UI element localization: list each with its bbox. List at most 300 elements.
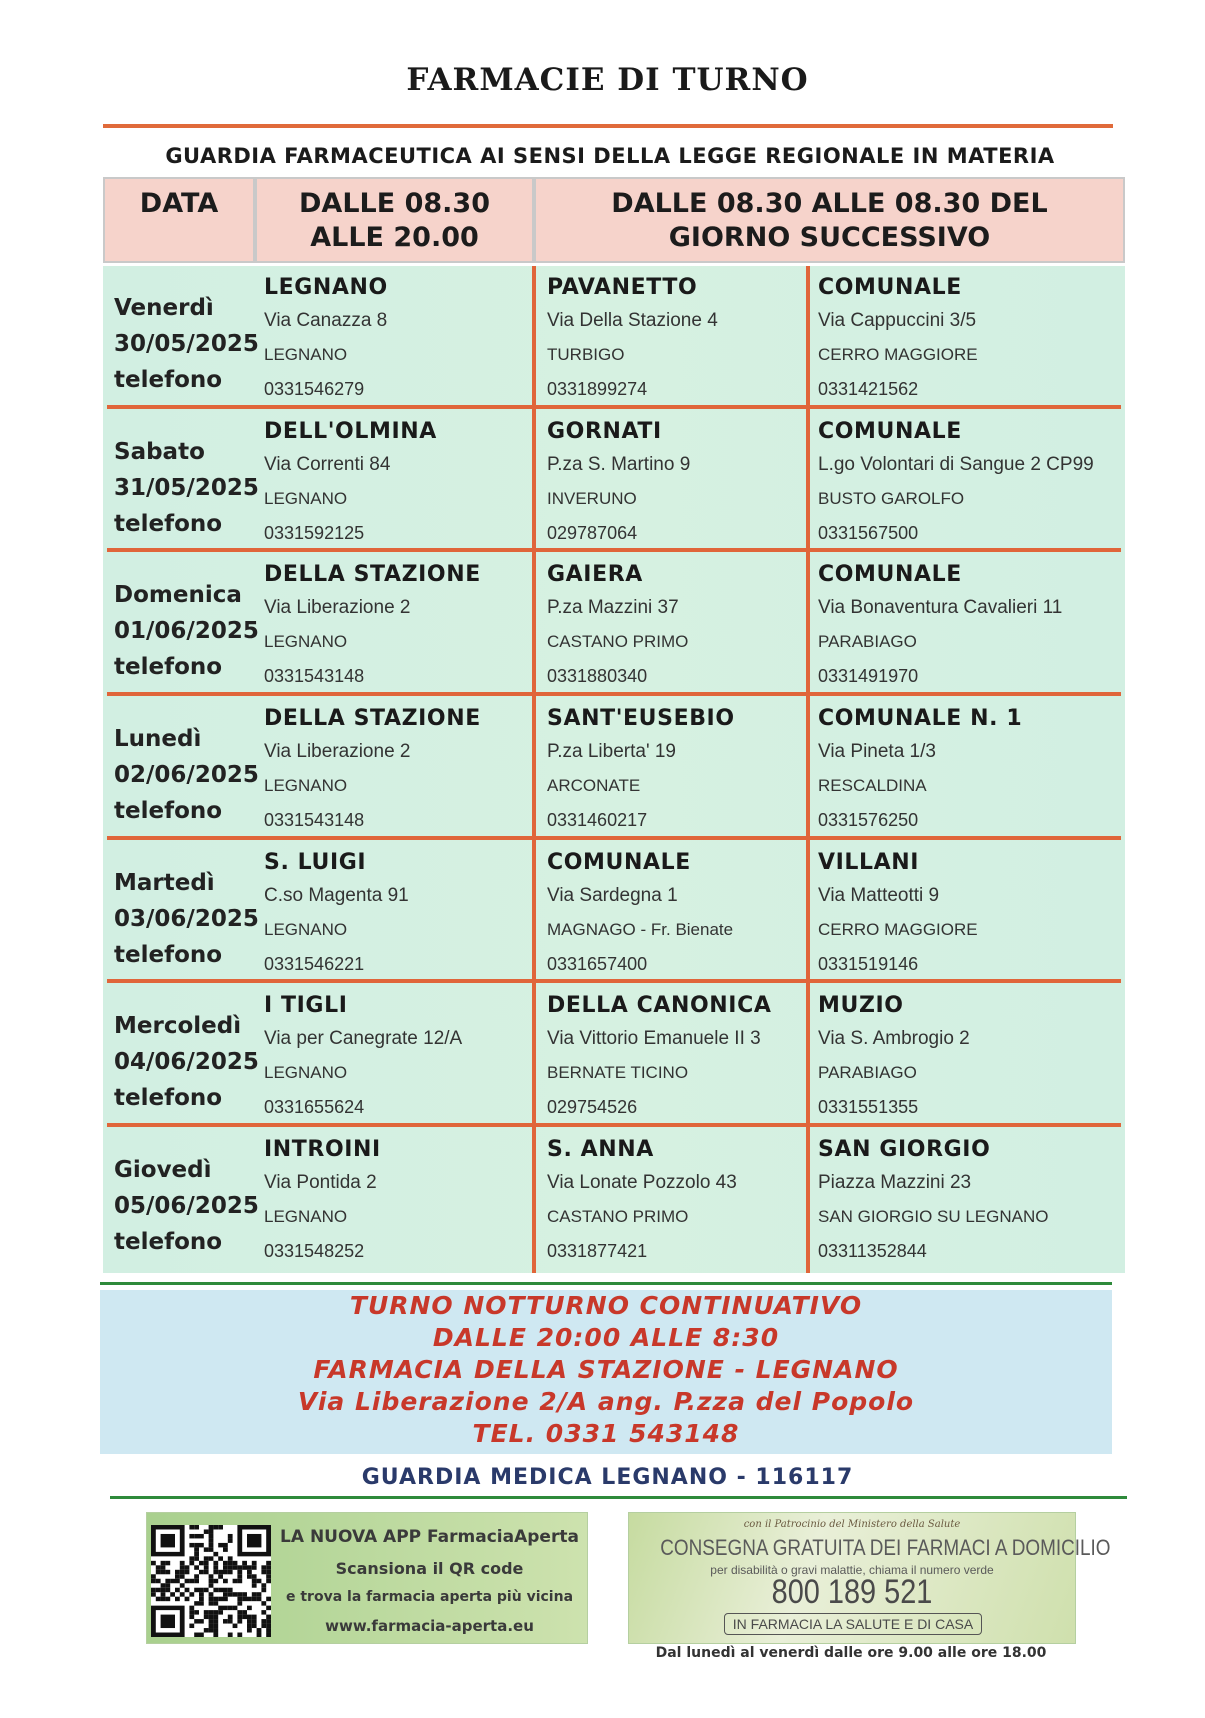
qr-module [218, 1574, 223, 1578]
pharmacy-phone[interactable]: 0331576250 [818, 810, 919, 830]
qr-module [194, 1588, 199, 1592]
qr-module [151, 1579, 156, 1583]
qr-module [247, 1597, 252, 1601]
qr-module [175, 1574, 180, 1578]
delivery-hours: Dal lunedì al venerdì dalle ore 9.00 alle ore 18.00 [655, 1645, 1047, 1661]
qr-module [213, 1525, 218, 1529]
pharmacy-city: LEGNANO [264, 776, 348, 795]
qr-module [257, 1592, 262, 1596]
pharmacy-phone[interactable]: 0331421562 [818, 379, 919, 399]
qr-module [161, 1561, 166, 1565]
day-cell [114, 1152, 259, 1260]
qr-module [194, 1534, 199, 1538]
qr-module [261, 1588, 266, 1592]
header-day-shift-line2: ALLE 20.00 [310, 222, 479, 253]
delivery-headline: CONSEGNA GRATUITA DEI FARMACI A DOMICILIO [660, 1535, 1111, 1560]
pharmacy-city: TURBIGO [547, 345, 625, 364]
qr-module [185, 1588, 190, 1592]
qr-module [199, 1570, 204, 1574]
qr-module [252, 1583, 257, 1587]
pharmacy-city: CERRO MAGGIORE [818, 920, 978, 939]
qr-module [194, 1565, 199, 1569]
delivery-tagline: IN FARMACIA LA SALUTE E DI CASA [724, 1613, 982, 1635]
qr-module [189, 1543, 194, 1547]
qr-module [194, 1525, 199, 1529]
pharmacy-phone[interactable]: 0331880340 [547, 666, 648, 686]
qr-module [204, 1547, 209, 1551]
pharmacy-address: Via Bonaventura Cavalieri 11 [818, 597, 1063, 618]
pharmacy-phone[interactable]: 0331519146 [818, 954, 919, 974]
day-date: 04/06/2025 [114, 1049, 259, 1075]
qr-module [156, 1579, 161, 1583]
pharmacy-city: LEGNANO [264, 1063, 348, 1082]
qr-module [223, 1570, 228, 1574]
qr-module [257, 1597, 262, 1601]
pharmacy-city: MAGNAGO - Fr. Bienate [547, 920, 734, 939]
pharmacy-phone[interactable]: 0331592125 [264, 523, 365, 543]
app-banner-desc: e trova la farmacia aperta più vicina [285, 1589, 574, 1605]
pharmacy-name: PAVANETTO [547, 275, 698, 300]
pharmacy-cell [818, 416, 1094, 550]
qr-module [161, 1570, 166, 1574]
pharmacy-city: ARCONATE [547, 776, 641, 795]
pharmacy-name: COMUNALE [818, 419, 962, 444]
qr-module [266, 1606, 271, 1610]
pharmacy-name: VILLANI [818, 850, 920, 875]
qr-module [237, 1570, 242, 1574]
qr-module [161, 1588, 166, 1592]
qr-module [204, 1588, 209, 1592]
pharmacy-phone[interactable]: 0331877421 [547, 1241, 648, 1261]
qr-module [247, 1534, 261, 1547]
qr-module [242, 1561, 247, 1565]
phone-label: telefono [114, 942, 223, 968]
qr-module [228, 1538, 233, 1542]
qr-module [151, 1561, 156, 1565]
qr-module [228, 1565, 233, 1569]
pharmacy-phone[interactable]: 029787064 [547, 523, 638, 543]
day-date: 01/06/2025 [114, 618, 259, 644]
qr-module [233, 1579, 238, 1583]
qr-module [242, 1615, 247, 1619]
pharmacy-phone[interactable]: 0331546279 [264, 379, 365, 399]
pharmacy-address: P.za Liberta' 19 [547, 741, 676, 762]
day-cell [114, 434, 259, 542]
qr-module [228, 1615, 233, 1619]
qr-module [165, 1588, 170, 1592]
pharmacy-address: Via Matteotti 9 [818, 885, 940, 906]
qr-module [223, 1592, 228, 1596]
pharmacy-phone[interactable]: 0331548252 [264, 1241, 365, 1261]
pharmacy-cell [818, 559, 1088, 693]
pharmacy-phone[interactable]: 0331551355 [818, 1097, 919, 1117]
qr-module [199, 1592, 204, 1596]
pharmacy-phone[interactable]: 0331657400 [547, 954, 648, 974]
pharmacy-cell [547, 272, 817, 406]
day-date: 03/06/2025 [114, 906, 259, 932]
qr-module [237, 1574, 242, 1578]
pharmacy-phone[interactable]: 0331543148 [264, 666, 365, 686]
qr-module [180, 1570, 185, 1574]
qr-module [161, 1534, 175, 1547]
qr-module [209, 1619, 214, 1623]
pharmacy-name: GAIERA [547, 562, 643, 587]
pharmacy-cell [818, 272, 1088, 406]
pharmacy-city: PARABIAGO [818, 632, 917, 651]
qr-module [213, 1579, 218, 1583]
header-day-shift-line1: DALLE 08.30 [299, 188, 490, 219]
qr-module [228, 1561, 233, 1565]
delivery-patronage: con il Patrocinio del Ministero della Salute [743, 1519, 961, 1530]
day-date: 02/06/2025 [114, 762, 259, 788]
qr-module [189, 1534, 194, 1538]
qr-module [252, 1624, 257, 1628]
qr-module [165, 1597, 170, 1601]
qr-module [185, 1570, 190, 1574]
pharmacy-cell [818, 703, 1088, 837]
app-banner-title: LA NUOVA APP FarmaciaAperta [280, 1527, 579, 1547]
qr-module [156, 1597, 161, 1601]
pharmacy-name: I TIGLI [264, 993, 348, 1018]
pharmacy-name: SANT'EUSEBIO [547, 706, 735, 731]
day-cell [114, 1008, 259, 1116]
qr-module [266, 1574, 271, 1578]
qr-module [151, 1574, 156, 1578]
qr-module [252, 1565, 257, 1569]
day-name: Mercoledì [114, 1013, 242, 1039]
pharmacy-cell [264, 416, 534, 550]
pharmacy-address: Via Cappuccini 3/5 [818, 310, 977, 331]
delivery-phone-number[interactable]: 800 189 521 [771, 1573, 933, 1611]
qr-module [223, 1597, 228, 1601]
pharmacy-city: RESCALDINA [818, 776, 927, 795]
day-cell [114, 721, 259, 829]
qr-module [218, 1570, 223, 1574]
qr-module [242, 1592, 247, 1596]
qr-module [209, 1592, 214, 1596]
pharmacy-cell [818, 990, 1088, 1124]
qr-module [213, 1624, 218, 1628]
guardia-medica: GUARDIA MEDICA LEGNANO - 116117 [361, 1465, 854, 1490]
pharmacy-city: BUSTO GAROLFO [818, 489, 965, 508]
qr-module [204, 1610, 209, 1614]
pharmacy-city: LEGNANO [264, 345, 348, 364]
qr-module [252, 1561, 257, 1565]
pharmacy-phone[interactable]: 0331460217 [547, 810, 648, 830]
qr-module [223, 1565, 228, 1569]
qr-module [194, 1610, 199, 1614]
qr-module [261, 1610, 266, 1614]
qr-module [165, 1570, 170, 1574]
qr-module [237, 1619, 242, 1623]
pharmacy-address: Via Pontida 2 [264, 1172, 377, 1193]
qr-module [257, 1579, 262, 1583]
day-date: 31/05/2025 [114, 475, 259, 501]
qr-module [213, 1570, 218, 1574]
header-full-shift-line2: GIORNO SUCCESSIVO [668, 222, 991, 253]
qr-module [223, 1543, 228, 1547]
pharmacy-cell [547, 416, 817, 550]
qr-module [175, 1579, 180, 1583]
qr-module [252, 1579, 257, 1583]
qr-module [165, 1561, 170, 1565]
header-full-shift-line1: DALLE 08.30 ALLE 08.30 DEL [611, 188, 1048, 219]
qr-module [213, 1628, 218, 1632]
qr-module [209, 1628, 214, 1632]
pharmacy-address: P.za Mazzini 37 [547, 597, 679, 618]
qr-module [223, 1588, 228, 1592]
pharmacy-phone[interactable]: 0331655624 [264, 1097, 365, 1117]
qr-module [213, 1588, 218, 1592]
day-date: 30/05/2025 [114, 331, 259, 357]
qr-module [189, 1606, 194, 1610]
qr-module [209, 1583, 214, 1587]
pharmacy-address: Via Della Stazione 4 [547, 310, 718, 331]
pharmacy-cell [547, 990, 817, 1124]
qr-module [185, 1597, 190, 1601]
qr-module [204, 1570, 209, 1574]
qr-module [151, 1592, 156, 1596]
qr-module [252, 1597, 257, 1601]
qr-module [218, 1588, 223, 1592]
pharmacy-cell [264, 272, 534, 406]
qr-module [247, 1570, 252, 1574]
qr-module [204, 1628, 209, 1632]
pharmacy-city: LEGNANO [264, 1207, 348, 1226]
qr-module [218, 1543, 223, 1547]
qr-module [156, 1588, 161, 1592]
qr-module [189, 1615, 194, 1619]
qr-module [209, 1574, 214, 1578]
qr-module [233, 1565, 238, 1569]
pharmacy-city: PARABIAGO [818, 1063, 917, 1082]
pharmacy-phone[interactable]: 03311352844 [818, 1241, 927, 1261]
qr-module [199, 1633, 204, 1637]
subtitle: GUARDIA FARMACEUTICA AI SENSI DELLA LEGGE REGIONALE IN MATERIA [165, 144, 1055, 168]
pharmacy-cell [818, 1134, 1088, 1268]
qr-module [252, 1619, 257, 1623]
qr-module [237, 1615, 242, 1619]
pharmacy-cell [264, 703, 534, 837]
pharmacy-name: DELLA CANONICA [547, 993, 772, 1018]
qr-module [261, 1583, 266, 1587]
qr-module [247, 1615, 252, 1619]
qr-module [213, 1633, 218, 1637]
qr-module [223, 1619, 228, 1623]
header-day-shift [255, 177, 534, 263]
delivery-sub: per disabilità o gravi malattie, chiama il numero verde [710, 1563, 994, 1577]
pharmacy-name: GORNATI [547, 419, 662, 444]
page-title: FARMACIE DI TURNO [406, 62, 809, 98]
qr-module [180, 1592, 185, 1596]
app-banner[interactable] [146, 1512, 588, 1644]
pharmacy-phone[interactable]: 0331899274 [547, 379, 648, 399]
qr-module [218, 1610, 223, 1614]
day-name: Giovedì [114, 1157, 212, 1183]
pharmacy-address: L.go Volontari di Sangue 2 CP99 [818, 454, 1094, 475]
pharmacy-phone[interactable]: 0331543148 [264, 810, 365, 830]
pharmacy-name: DELLA STAZIONE [264, 562, 481, 587]
pharmacy-city: CERRO MAGGIORE [818, 345, 978, 364]
pharmacy-cell [818, 847, 1088, 981]
pharmacy-name: S. LUIGI [264, 850, 367, 875]
qr-module [228, 1619, 233, 1623]
qr-module [189, 1624, 194, 1628]
qr-module [209, 1543, 214, 1547]
qr-module [204, 1529, 209, 1533]
qr-module [194, 1556, 199, 1560]
qr-module [213, 1601, 218, 1605]
pharmacy-name: DELLA STAZIONE [264, 706, 481, 731]
qr-module [252, 1592, 257, 1596]
qr-module [209, 1556, 214, 1560]
day-cell [114, 865, 259, 973]
qr-module [266, 1565, 271, 1569]
pharmacy-name: LEGNANO [264, 275, 388, 300]
qr-module [194, 1574, 199, 1578]
qr-module [209, 1601, 214, 1605]
qr-module [194, 1619, 199, 1623]
qr-module [242, 1610, 247, 1614]
qr-module [189, 1556, 194, 1560]
night-shift-address: Via Liberazione 2/A ang. P.zza del Popolo [297, 1387, 915, 1416]
pharmacy-city: CASTANO PRIMO [547, 632, 689, 651]
qr-module [237, 1565, 242, 1569]
qr-module [213, 1552, 218, 1556]
app-banner-url[interactable]: www.farmacia-aperta.eu [325, 1617, 534, 1635]
qr-module [209, 1547, 214, 1551]
pharmacy-address: Via Liberazione 2 [264, 741, 411, 762]
qr-module [233, 1606, 238, 1610]
pharmacy-address: Piazza Mazzini 23 [818, 1172, 972, 1193]
day-name: Domenica [114, 582, 242, 608]
pharmacy-address: P.za S. Martino 9 [547, 454, 691, 475]
pharmacy-phone[interactable]: 029754526 [547, 1097, 638, 1117]
pharmacy-name: INTROINI [264, 1137, 381, 1162]
pharmacy-cell [264, 847, 534, 981]
qr-module [218, 1606, 223, 1610]
qr-module [223, 1606, 228, 1610]
pharmacy-address: Via Vittorio Emanuele II 3 [547, 1028, 761, 1049]
qr-module [161, 1597, 166, 1601]
qr-module [199, 1561, 204, 1565]
qr-module [180, 1583, 185, 1587]
qr-module [209, 1624, 214, 1628]
qr-module [247, 1574, 252, 1578]
qr-module [161, 1565, 166, 1569]
qr-module [199, 1543, 204, 1547]
qr-module [194, 1633, 199, 1637]
qr-module [228, 1570, 233, 1574]
qr-module [266, 1619, 271, 1623]
qr-module [165, 1583, 170, 1587]
qr-module [237, 1633, 242, 1637]
qr-module [233, 1624, 238, 1628]
qr-module [228, 1556, 233, 1560]
qr-module [170, 1579, 175, 1583]
night-shift-hours: DALLE 20:00 ALLE 8:30 [432, 1323, 780, 1352]
qr-module [194, 1579, 199, 1583]
pharmacy-address: Via per Canegrate 12/A [264, 1028, 463, 1049]
qr-module [180, 1574, 185, 1578]
pharmacy-name: DELL'OLMINA [264, 419, 437, 444]
pharmacy-phone[interactable]: 0331567500 [818, 523, 919, 543]
qr-module [266, 1633, 271, 1637]
qr-module [261, 1624, 266, 1628]
pharmacy-cell [264, 559, 534, 693]
qr-module [252, 1615, 257, 1619]
qr-module [261, 1619, 266, 1623]
qr-module [261, 1601, 266, 1605]
pharmacy-name: COMUNALE [547, 850, 691, 875]
qr-module [266, 1570, 271, 1574]
pharmacy-address: Via Canazza 8 [264, 310, 388, 331]
night-shift-phone: TEL. 0331 543148 [472, 1419, 740, 1448]
pharmacy-city: LEGNANO [264, 632, 348, 651]
phone-label: telefono [114, 654, 223, 680]
qr-module [194, 1547, 199, 1551]
qr-module [189, 1610, 194, 1614]
pharmacy-address: Via Lonate Pozzolo 43 [547, 1172, 737, 1193]
qr-module [199, 1597, 204, 1601]
header-date-label: DATA [139, 188, 219, 219]
qr-module [228, 1588, 233, 1592]
qr-module [218, 1556, 223, 1560]
night-shift-box [100, 1290, 1112, 1454]
qr-module [156, 1570, 161, 1574]
day-cell [114, 577, 259, 685]
day-name: Lunedì [114, 726, 202, 752]
qr-module [266, 1615, 271, 1619]
qr-code-icon[interactable] [151, 1525, 271, 1637]
qr-module [213, 1610, 218, 1614]
pharmacy-name: MUZIO [818, 993, 904, 1018]
pharmacy-name: COMUNALE [818, 275, 962, 300]
pharmacy-address: C.so Magenta 91 [264, 885, 409, 906]
qr-module [257, 1628, 262, 1632]
qr-module [223, 1561, 228, 1565]
qr-module [213, 1565, 218, 1569]
qr-module [266, 1597, 271, 1601]
qr-module [209, 1525, 214, 1529]
pharmacy-city: SAN GIORGIO SU LEGNANO [818, 1207, 1049, 1226]
pharmacy-cell [547, 559, 817, 693]
day-date: 05/06/2025 [114, 1193, 259, 1219]
table-bottom-line [100, 1282, 1112, 1285]
qr-module [199, 1534, 204, 1538]
night-shift-pharmacy: FARMACIA DELLA STAZIONE - LEGNANO [313, 1355, 899, 1384]
pharmacy-phone[interactable]: 0331546221 [264, 954, 365, 974]
pharmacy-phone[interactable]: 0331491970 [818, 666, 919, 686]
qr-module [247, 1619, 252, 1623]
pharmacy-name: SAN GIORGIO [818, 1137, 991, 1162]
pharmacy-name: S. ANNA [547, 1137, 654, 1162]
pharmacy-city: LEGNANO [264, 920, 348, 939]
qr-module [223, 1547, 228, 1551]
qr-module [209, 1529, 214, 1533]
pharmacy-city: BERNATE TICINO [547, 1063, 689, 1082]
qr-module [252, 1574, 257, 1578]
phone-label: telefono [114, 1085, 223, 1111]
pharmacy-city: LEGNANO [264, 489, 348, 508]
qr-module [180, 1561, 185, 1565]
phone-label: telefono [114, 511, 223, 537]
qr-module [266, 1579, 271, 1583]
qr-module [218, 1525, 223, 1529]
qr-module [189, 1561, 194, 1565]
qr-module [209, 1610, 214, 1614]
pharmacy-name: COMUNALE [818, 562, 962, 587]
